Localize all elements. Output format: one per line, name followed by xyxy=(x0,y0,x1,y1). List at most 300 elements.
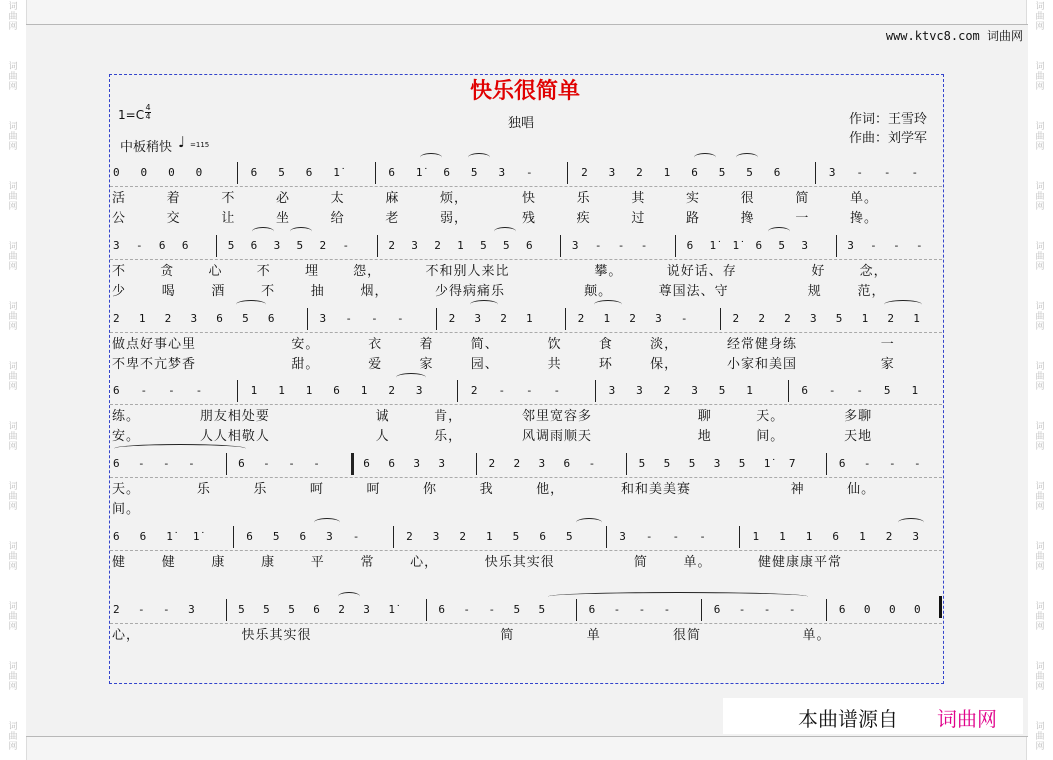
barline xyxy=(826,599,827,621)
lyric-word: 老 xyxy=(385,211,400,226)
note: 5 xyxy=(288,603,295,616)
lyric-word: 乐 xyxy=(576,191,591,206)
note: 0 xyxy=(195,166,203,179)
watermark-text: 词 曲 网 xyxy=(1035,2,1045,32)
lyric-word: 爱 xyxy=(368,357,383,372)
composer: 作曲：刘学军 xyxy=(849,131,928,146)
tie-slur xyxy=(290,227,312,236)
lyric-word: 安。 xyxy=(112,429,141,444)
note: 6 xyxy=(267,312,275,325)
lyric-word: 必 xyxy=(276,191,291,206)
note: - xyxy=(352,530,360,543)
note: - xyxy=(288,457,295,470)
lyric-word: 疾 xyxy=(576,211,591,226)
note: 5 xyxy=(835,312,843,325)
note: 6 xyxy=(333,384,340,397)
note: 6 xyxy=(755,239,763,252)
note: 2 xyxy=(488,457,496,470)
lyric-word: 天。 xyxy=(756,409,785,424)
barline xyxy=(436,308,437,330)
barline xyxy=(788,380,789,402)
note: 2 xyxy=(784,312,791,325)
barline xyxy=(237,162,238,184)
barline xyxy=(457,380,458,402)
note: 3 xyxy=(319,312,327,325)
lyric-word: 少得病痛乐 xyxy=(435,284,506,299)
note: 6 xyxy=(181,239,189,252)
note: 1 xyxy=(486,530,493,543)
note: 1 xyxy=(305,384,313,397)
note: 3 xyxy=(571,239,579,252)
watermark-text: 词 曲 网 xyxy=(8,302,18,332)
lyric-word: 家 xyxy=(880,357,895,372)
lyric-word: 单。 xyxy=(850,191,879,206)
barline xyxy=(739,526,740,548)
source-label: 本曲谱源自 xyxy=(798,707,898,731)
note: 0 xyxy=(113,166,120,179)
watermark-text: 词 曲 网 xyxy=(1035,302,1045,332)
note: 1 xyxy=(805,530,813,543)
lyric-word: 天地 xyxy=(844,429,873,444)
note: 6 xyxy=(713,603,721,616)
lyric-word: 残 xyxy=(522,211,537,226)
note: 6 xyxy=(363,457,370,470)
tie-slur xyxy=(594,300,622,309)
lyric-word: 不 xyxy=(261,284,276,299)
note: - xyxy=(672,530,680,543)
note: 5 xyxy=(242,312,249,325)
barline xyxy=(377,235,378,257)
time-top: 4 xyxy=(145,103,151,112)
lyric-word: 神 xyxy=(790,482,805,497)
note: 5 xyxy=(512,530,520,543)
barline xyxy=(393,526,394,548)
note: - xyxy=(588,457,596,470)
note: 2 xyxy=(113,603,120,616)
lyric-word: 小家和美国 xyxy=(727,357,798,372)
note: - xyxy=(594,239,602,252)
note: 2 xyxy=(577,312,585,325)
note: - xyxy=(371,312,378,325)
note: 3 xyxy=(363,603,370,616)
note: 2 xyxy=(513,457,521,470)
watermark-text: 词 曲 网 xyxy=(8,182,18,212)
lyric-word: 不 xyxy=(256,264,271,279)
lyric-word: 常 xyxy=(360,555,375,570)
watermark-text: 词 曲 网 xyxy=(8,482,18,512)
lyric-word: 公 xyxy=(112,211,127,226)
lyric-word: 很简 xyxy=(673,628,702,643)
note: - xyxy=(699,530,706,543)
note: 1 xyxy=(663,166,671,179)
note: - xyxy=(342,239,350,252)
lyric-word: 不和别人来比 xyxy=(425,264,510,279)
note: 2 xyxy=(388,384,395,397)
left-watermark-strip xyxy=(0,0,27,760)
note: 2 xyxy=(113,312,120,325)
notation-row xyxy=(110,597,942,624)
note: 5 xyxy=(738,457,746,470)
note: 1̇ xyxy=(166,530,173,543)
note: 0 xyxy=(888,603,896,616)
note: 3 xyxy=(413,457,420,470)
note: 2 xyxy=(470,384,478,397)
note: 3 xyxy=(273,239,281,252)
lyric-line xyxy=(110,333,942,353)
note: - xyxy=(638,603,646,616)
note: 1 xyxy=(752,530,760,543)
notation-row xyxy=(110,524,942,551)
tempo-value: =115 xyxy=(190,141,210,149)
lyric-word: 练。 xyxy=(112,409,141,424)
barline xyxy=(720,308,721,330)
note: 1 xyxy=(526,312,533,325)
lyric-line xyxy=(110,425,942,445)
note: 6 xyxy=(113,384,120,397)
lyric-word: 间。 xyxy=(112,502,141,517)
watermark-text: 词 曲 网 xyxy=(1035,542,1045,572)
note: - xyxy=(888,457,896,470)
lyric-line xyxy=(110,405,942,425)
lyric-word: 给 xyxy=(330,211,345,226)
note: 6 xyxy=(216,312,223,325)
lyric-word: 着 xyxy=(419,337,434,352)
watermark-text: 词 曲 网 xyxy=(1035,122,1045,152)
tie-slur xyxy=(736,153,758,162)
note: - xyxy=(188,457,195,470)
lyric-word: 地 xyxy=(697,429,712,444)
lyric-word: 人人相敬人 xyxy=(199,429,270,444)
note: 3 xyxy=(828,166,836,179)
note: 6 xyxy=(139,530,147,543)
lyric-word: 着 xyxy=(166,191,181,206)
lyric-line xyxy=(110,260,942,280)
note: - xyxy=(738,603,746,616)
lyric-word: 安。 xyxy=(291,337,320,352)
note: - xyxy=(135,239,143,252)
lyric-word: 不 xyxy=(221,191,236,206)
barline xyxy=(426,599,427,621)
lyric-line xyxy=(110,478,942,498)
note: - xyxy=(163,457,170,470)
lyric-word: 说好话、存 xyxy=(666,264,737,279)
lyric-line xyxy=(110,624,942,644)
lyric-word: 烟， xyxy=(360,284,389,299)
note: - xyxy=(645,530,653,543)
note: 5 xyxy=(470,166,478,179)
lyric-word: 贪 xyxy=(160,264,175,279)
note: 0 xyxy=(140,166,148,179)
lyric-word: 人 xyxy=(375,429,390,444)
performance-mode: 独唱 xyxy=(508,116,535,131)
note: - xyxy=(396,312,404,325)
lyric-word: 埋 xyxy=(304,264,319,279)
note: 1̇ xyxy=(333,166,340,179)
lyric-word: 快乐其实很 xyxy=(484,555,555,570)
lyric-word: 太 xyxy=(330,191,345,206)
lyric-line xyxy=(110,187,942,207)
note: - xyxy=(856,384,864,397)
note: - xyxy=(526,166,533,179)
watermark-text: 词 曲 网 xyxy=(8,722,18,752)
notation-row xyxy=(110,160,942,187)
note: 6 xyxy=(838,457,846,470)
lyric-word: 念， xyxy=(859,264,888,279)
lyric-word: 其 xyxy=(631,191,646,206)
tie-slur xyxy=(114,444,246,453)
note: 6 xyxy=(691,166,698,179)
note: 2 xyxy=(732,312,740,325)
watermark-text: 词 曲 网 xyxy=(8,362,18,392)
note: 6 xyxy=(539,530,546,543)
note: 5 xyxy=(480,239,487,252)
note: 5 xyxy=(638,457,646,470)
note: 2 xyxy=(581,166,588,179)
notation-row xyxy=(110,451,942,478)
tie-slur xyxy=(420,153,442,162)
note: 2 xyxy=(636,166,643,179)
lyric-word: 健健康康平常 xyxy=(758,555,843,570)
note: 5 xyxy=(227,239,235,252)
lyric-word: 单。 xyxy=(802,628,831,643)
watermark-text: 词 曲 网 xyxy=(1035,722,1045,752)
lyric-word: 快 xyxy=(522,191,537,206)
note: 2 xyxy=(500,312,507,325)
note: 1 xyxy=(913,312,920,325)
lyric-word: 乐 xyxy=(196,482,211,497)
key-signature: 1=C xyxy=(118,108,145,122)
lyric-word: 经常健身练 xyxy=(727,337,798,352)
lyric-word: 呵 xyxy=(309,482,324,497)
lyric-word: 食 xyxy=(598,337,613,352)
watermark-text: 词 曲 网 xyxy=(1035,62,1045,92)
note: - xyxy=(138,457,145,470)
note: 6 xyxy=(588,603,596,616)
note: 3 xyxy=(636,384,643,397)
note: 1 xyxy=(746,384,753,397)
note: 3 xyxy=(608,166,616,179)
tie-slur xyxy=(548,592,808,601)
note: 2 xyxy=(663,384,671,397)
note: 6 xyxy=(158,239,166,252)
lyric-word: 衣 xyxy=(368,337,383,352)
source-banner xyxy=(723,698,1023,734)
note: - xyxy=(526,384,533,397)
lyric-word: 颠。 xyxy=(584,284,613,299)
note: 1̇ xyxy=(415,166,423,179)
note: - xyxy=(463,603,471,616)
note: 1 xyxy=(250,384,258,397)
note: - xyxy=(863,457,871,470)
note: 5 xyxy=(278,166,285,179)
lyric-word: 和和美美赛 xyxy=(620,482,691,497)
lyric-word: 甜。 xyxy=(291,357,320,372)
note: 2 xyxy=(434,239,441,252)
tie-slur xyxy=(314,518,340,527)
watermark-text: 词 曲 网 xyxy=(1035,182,1045,212)
note: - xyxy=(640,239,648,252)
lyric-word: 心 xyxy=(208,264,223,279)
note: 1 xyxy=(360,384,368,397)
lyric-word: 麻 xyxy=(385,191,400,206)
note: - xyxy=(913,457,921,470)
note: 1 xyxy=(859,530,866,543)
watermark-text: 词 曲 网 xyxy=(8,2,18,32)
lyric-word: 过 xyxy=(631,211,646,226)
lyric-word: 心， xyxy=(112,628,141,643)
tie-slur xyxy=(236,300,266,309)
note: 3 xyxy=(498,166,506,179)
barline xyxy=(565,308,566,330)
notation-row xyxy=(110,378,942,405)
lyric-word: 间。 xyxy=(756,429,785,444)
note: 3 xyxy=(474,312,481,325)
lyric-line xyxy=(110,353,942,373)
lyric-word: 诚 xyxy=(375,409,390,424)
tie-slur xyxy=(252,227,274,236)
note: 3 xyxy=(912,530,919,543)
note: - xyxy=(263,457,270,470)
note: 2 xyxy=(406,530,413,543)
watermark-text: 词 曲 网 xyxy=(1035,662,1045,692)
note: - xyxy=(138,603,145,616)
note: 1 xyxy=(278,384,285,397)
lyric-word: 少 xyxy=(112,284,127,299)
note: 1 xyxy=(911,384,919,397)
note: 1̇ xyxy=(388,603,395,616)
repeat-barline xyxy=(351,453,354,475)
watermark-text: 词 曲 网 xyxy=(1035,602,1045,632)
note: - xyxy=(613,603,621,616)
note: - xyxy=(763,603,771,616)
note: 3 xyxy=(326,530,333,543)
lyric-word: 快乐其实很 xyxy=(241,628,312,643)
note: 3 xyxy=(691,384,698,397)
note: 3 xyxy=(801,239,808,252)
barline xyxy=(226,599,227,621)
note: 6 xyxy=(686,239,694,252)
note: 3 xyxy=(188,603,195,616)
note: 3 xyxy=(415,384,423,397)
watermark-text: 词 曲 网 xyxy=(8,242,18,272)
barline xyxy=(701,599,702,621)
lyric-word: 邻里宽容多 xyxy=(522,409,593,424)
lyric-line xyxy=(110,498,942,518)
note: - xyxy=(140,384,148,397)
barline xyxy=(595,380,596,402)
source-brand-link[interactable]: 词曲网 xyxy=(937,707,997,731)
watermark-text: 词 曲 网 xyxy=(8,542,18,572)
note: 5 xyxy=(503,239,510,252)
lyric-word: 康 xyxy=(261,555,276,570)
lyric-word: 多聊 xyxy=(844,409,873,424)
watermark-text: 词 曲 网 xyxy=(1035,482,1045,512)
note: 6 xyxy=(246,530,253,543)
song-title: 快乐很简单 xyxy=(469,79,580,104)
note: 7 xyxy=(788,457,796,470)
note: 6 xyxy=(238,457,245,470)
lyric-word: 健 xyxy=(112,555,127,570)
note: 6 xyxy=(113,530,120,543)
lyric-word: 搀。 xyxy=(850,211,879,226)
note: 5 xyxy=(718,166,726,179)
note: 6 xyxy=(305,166,313,179)
lyric-word: 实 xyxy=(686,191,701,206)
note: 5 xyxy=(565,530,573,543)
note: 2 xyxy=(459,530,466,543)
note: - xyxy=(617,239,625,252)
lyric-word: 抽 xyxy=(310,284,325,299)
lyric-word: 让 xyxy=(221,211,236,226)
note: 6 xyxy=(443,166,451,179)
note: - xyxy=(345,312,352,325)
lyric-word: 肯， xyxy=(434,409,463,424)
note: 3 xyxy=(411,239,418,252)
note: 2 xyxy=(319,239,327,252)
note: 3 xyxy=(438,457,446,470)
note: 6 xyxy=(113,457,120,470)
note: 6 xyxy=(250,239,258,252)
barline xyxy=(226,453,227,475)
note: 2 xyxy=(758,312,765,325)
lyric-word: 淡， xyxy=(650,337,679,352)
watermark-text: 词 曲 网 xyxy=(8,122,18,152)
lyric-word: 仙。 xyxy=(847,482,876,497)
note: 5 xyxy=(272,530,280,543)
note: 1 xyxy=(779,530,786,543)
watermark-text: 词 曲 网 xyxy=(8,62,18,92)
lyric-line xyxy=(110,280,942,300)
note: - xyxy=(195,384,203,397)
barline xyxy=(675,235,676,257)
lyric-word: 聊 xyxy=(697,409,712,424)
note: - xyxy=(488,603,496,616)
note: 3 xyxy=(713,457,721,470)
lyric-word: 简、 xyxy=(470,337,499,352)
note: - xyxy=(883,166,891,179)
lyric-word: 饮 xyxy=(547,337,562,352)
lyric-word: 天。 xyxy=(112,482,141,497)
note: - xyxy=(916,239,923,252)
site-url[interactable]: www.ktvc8.com 词曲网 xyxy=(885,29,1023,43)
note: 3 xyxy=(432,530,440,543)
lyric-word: 搀 xyxy=(740,211,755,226)
lyric-word: 单。 xyxy=(683,555,712,570)
note: 6 xyxy=(388,457,395,470)
lyric-word: 心， xyxy=(410,555,439,570)
lyric-word: 园、 xyxy=(470,357,499,372)
note: 3 xyxy=(847,239,854,252)
watermark-text: 词 曲 网 xyxy=(1035,362,1045,392)
note: - xyxy=(163,603,170,616)
lyric-word: 共 xyxy=(547,357,562,372)
note: 6 xyxy=(313,603,320,616)
watermark-text: 词 曲 网 xyxy=(1035,422,1045,452)
barline xyxy=(237,380,238,402)
lyric-word: 酒 xyxy=(211,284,226,299)
note: 1̇ xyxy=(732,239,740,252)
right-watermark-strip xyxy=(1026,0,1053,760)
note: 2 xyxy=(164,312,172,325)
note: 2 xyxy=(388,239,395,252)
tie-slur xyxy=(338,592,360,601)
notation-row xyxy=(110,306,942,333)
lyric-word: 乐， xyxy=(434,429,463,444)
lyric-word: 他， xyxy=(536,482,565,497)
note: 3 xyxy=(190,312,198,325)
note: 6 xyxy=(299,530,307,543)
lyric-word: 好 xyxy=(811,264,826,279)
